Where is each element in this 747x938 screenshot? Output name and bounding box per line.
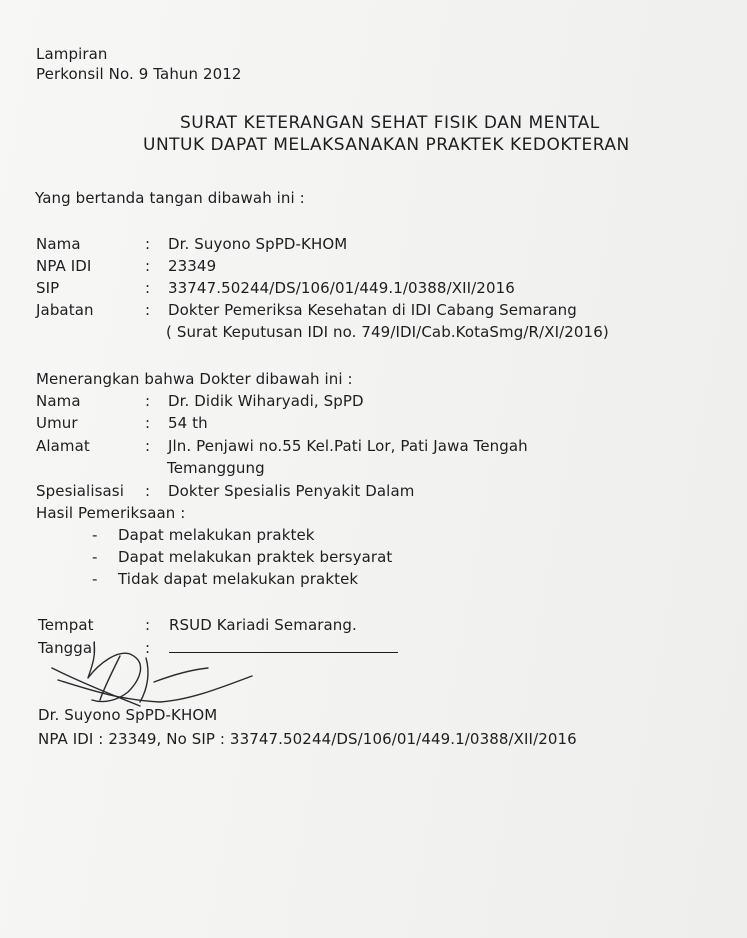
signatory-name-label: Nama — [36, 235, 81, 253]
doctor-address-value-line2: Temanggung — [167, 459, 265, 477]
colon: : — [145, 414, 151, 432]
document-title-line1: SURAT KETERANGAN SEHAT FISIK DAN MENTAL — [180, 113, 600, 133]
date-label: Tanggal — [38, 639, 97, 657]
signatory-sip-value: 33747.50244/DS/106/01/449.1/0388/XII/2016 — [168, 279, 515, 297]
signatory-sip-label: SIP — [36, 279, 60, 297]
result-option: Dapat melakukan praktek bersyarat — [118, 548, 393, 566]
colon: : — [145, 301, 151, 319]
colon: : — [145, 279, 151, 297]
signer-ids: NPA IDI : 23349, No SIP : 33747.50244/DS/106/01/449.1/0388/XII/2016 — [38, 730, 577, 748]
result-bullet: - — [92, 526, 98, 544]
colon: : — [145, 392, 151, 410]
regulation-reference: Perkonsil No. 9 Tahun 2012 — [36, 65, 242, 83]
doctor-specialization-value: Dokter Spesialis Penyakit Dalam — [168, 482, 415, 500]
doctor-address-label: Alamat — [36, 437, 90, 455]
document-title-line2: UNTUK DAPAT MELAKSANAKAN PRAKTEK KEDOKTERAN — [143, 135, 630, 155]
place-value: RSUD Kariadi Semarang. — [169, 616, 357, 634]
result-bullet: - — [92, 548, 98, 566]
attachment-label: Lampiran — [36, 45, 108, 63]
doctor-specialization-label: Spesialisasi — [36, 482, 124, 500]
doctor-name-label: Nama — [36, 392, 81, 410]
statement-text: Menerangkan bahwa Dokter dibawah ini : — [36, 370, 353, 388]
doctor-address-value: Jln. Penjawi no.55 Kel.Pati Lor, Pati Jawa Tengah — [168, 437, 528, 455]
signatory-npa-value: 23349 — [168, 257, 217, 275]
doctor-name-value: Dr. Didik Wiharyadi, SpPD — [168, 392, 364, 410]
result-bullet: - — [92, 570, 98, 588]
result-option: Dapat melakukan praktek — [118, 526, 315, 544]
colon: : — [145, 482, 151, 500]
signatory-position-value: Dokter Pemeriksa Kesehatan di IDI Cabang Semarang — [168, 301, 577, 319]
signer-name: Dr. Suyono SpPD-KHOM — [38, 706, 218, 724]
colon: : — [145, 257, 151, 275]
signatory-npa-label: NPA IDI — [36, 257, 92, 275]
signatory-name-value: Dr. Suyono SpPD-KHOM — [168, 235, 348, 253]
signatory-position-label: Jabatan — [36, 301, 94, 319]
colon: : — [145, 437, 151, 455]
colon: : — [145, 639, 151, 657]
place-label: Tempat — [38, 616, 94, 634]
colon: : — [145, 616, 151, 634]
doctor-age-value: 54 th — [168, 414, 208, 432]
colon: : — [145, 235, 151, 253]
intro-text: Yang bertanda tangan dibawah ini : — [35, 189, 305, 207]
signatory-decree-reference: ( Surat Keputusan IDI no. 749/IDI/Cab.KotaSmg/R/XI/2016) — [166, 323, 609, 341]
doctor-age-label: Umur — [36, 414, 78, 432]
results-label: Hasil Pemeriksaan : — [36, 504, 186, 522]
date-blank-line — [169, 652, 398, 653]
result-option: Tidak dapat melakukan praktek — [118, 570, 359, 588]
